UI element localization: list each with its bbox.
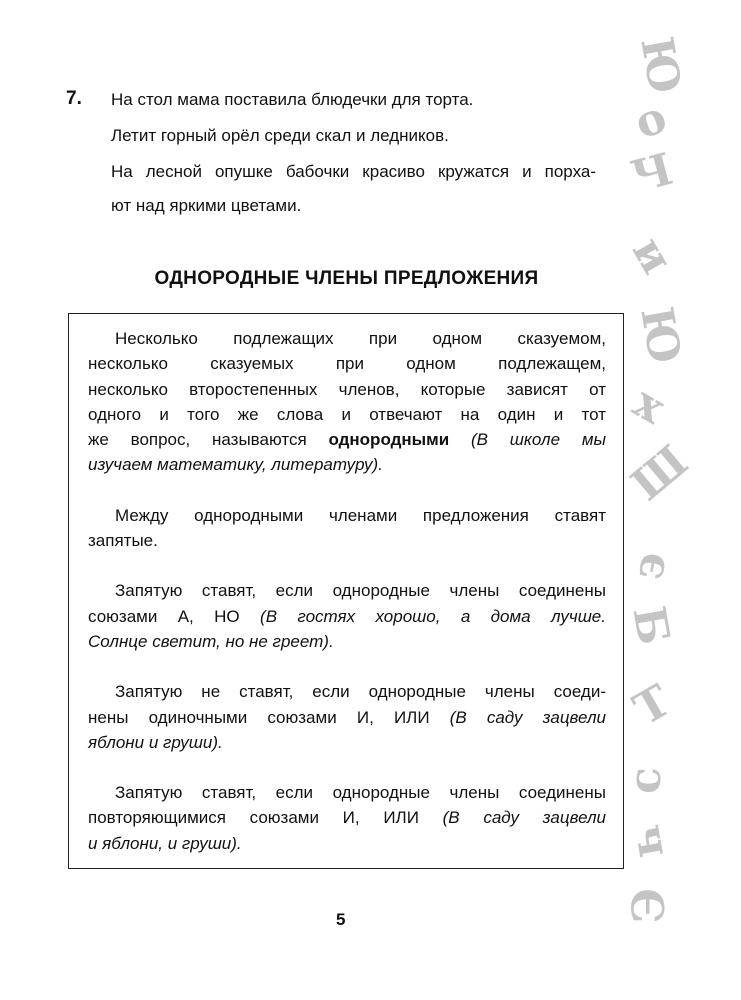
example-text: (В школе мы xyxy=(449,430,606,450)
rule-line xyxy=(88,351,606,376)
rule-line xyxy=(88,831,606,856)
example-text: (В саду зацвели xyxy=(449,707,606,727)
rule-paragraph xyxy=(88,503,606,554)
decorative-letter: х xyxy=(625,376,674,435)
rule-line xyxy=(88,705,606,730)
decorative-letter: Ч xyxy=(626,143,679,204)
rule-line xyxy=(88,629,606,654)
rule-text-segment: Запятую не ставят, если однородные члены соеди- xyxy=(115,682,606,702)
rule-paragraph xyxy=(88,780,606,856)
decorative-letter: о xyxy=(628,91,674,150)
rule-paragraph xyxy=(88,578,606,654)
decorative-letter: э xyxy=(621,547,677,584)
rule-text-segment: повторяющимися союзами И, ИЛИ xyxy=(88,808,443,828)
decorative-letter: Т xyxy=(625,675,680,736)
rule-text-segment: запятые. xyxy=(88,531,158,551)
sentence-3-part-1: На лесной опушке бабочки красиво кружатся и порха- xyxy=(111,162,596,181)
rule-text-segment: несколько сказуемых при одном подлежащем, xyxy=(88,354,606,374)
rule-line xyxy=(88,427,606,452)
rule-text-segment: Несколько подлежащих при одном сказуемом, xyxy=(115,329,606,348)
rule-line xyxy=(88,326,606,351)
rule-paragraph xyxy=(88,679,606,755)
rule-text-segment: несколько второстепенных членов, которые зависят от xyxy=(88,379,606,399)
rule-box xyxy=(68,313,624,869)
rule-line xyxy=(88,452,606,477)
decorative-letter: Ш xyxy=(622,436,698,511)
decorative-letter: Б xyxy=(622,602,680,649)
rule-paragraph xyxy=(88,326,606,478)
sentence-2: Летит горный орёл среди скал и ледников. xyxy=(111,126,449,145)
rule-line xyxy=(88,604,606,629)
rule-text-segment: союзами А, НО xyxy=(88,606,261,626)
sentence-1: На стол мама поставила блюдечки для торта. xyxy=(111,90,474,109)
decorative-letter: Э xyxy=(624,888,675,923)
rule-text-segment: Запятую ставят, если однородные члены соединены xyxy=(115,581,606,601)
sentence-3-part-2: ют над яркими цветами. xyxy=(111,196,302,215)
example-text: (В гостях хорошо, а дома лучше. xyxy=(260,606,606,626)
rule-line xyxy=(88,528,606,553)
example-text: и яблони, и груши). xyxy=(88,833,242,853)
rule-line xyxy=(88,402,606,427)
example-text: Солнце светит, но не греет). xyxy=(88,631,334,651)
example-text: яблони и груши). xyxy=(88,732,223,752)
rule-text-segment: же вопрос, называются xyxy=(88,430,329,450)
example-text: изучаем математику, литературу). xyxy=(88,455,383,475)
example-text: (В саду зацвели xyxy=(442,808,606,828)
rule-line xyxy=(88,730,606,755)
rule-line xyxy=(88,377,606,402)
bold-term: однородными xyxy=(328,430,450,450)
section-heading: ОДНОРОДНЫЕ ЧЛЕНЫ ПРЕДЛОЖЕНИЯ xyxy=(154,268,539,289)
exercise-number: 7. xyxy=(66,88,82,109)
rule-line xyxy=(88,805,606,830)
page-number: 5 xyxy=(336,910,346,929)
decorative-letter: Ю xyxy=(630,33,691,98)
decorative-letter: ч xyxy=(624,820,681,861)
rule-line xyxy=(88,503,606,528)
decorative-letter: и xyxy=(622,228,683,283)
rule-text-segment: Между однородными членами предложения ставят xyxy=(115,505,606,525)
exercise-sentences xyxy=(111,88,596,230)
rule-text-segment: нены одиночными союзами И, ИЛИ xyxy=(88,707,450,727)
rule-line xyxy=(88,679,606,704)
rule-line xyxy=(88,578,606,603)
decorative-letter: Ю xyxy=(630,303,691,368)
decorative-letter: с xyxy=(619,767,671,794)
rule-text xyxy=(88,326,606,881)
rule-text-segment: Запятую ставят, если однородные члены соединены xyxy=(115,783,606,803)
rule-text-segment: одного и того же слова и отвечают на один и тот xyxy=(88,404,606,424)
rule-line xyxy=(88,780,606,805)
